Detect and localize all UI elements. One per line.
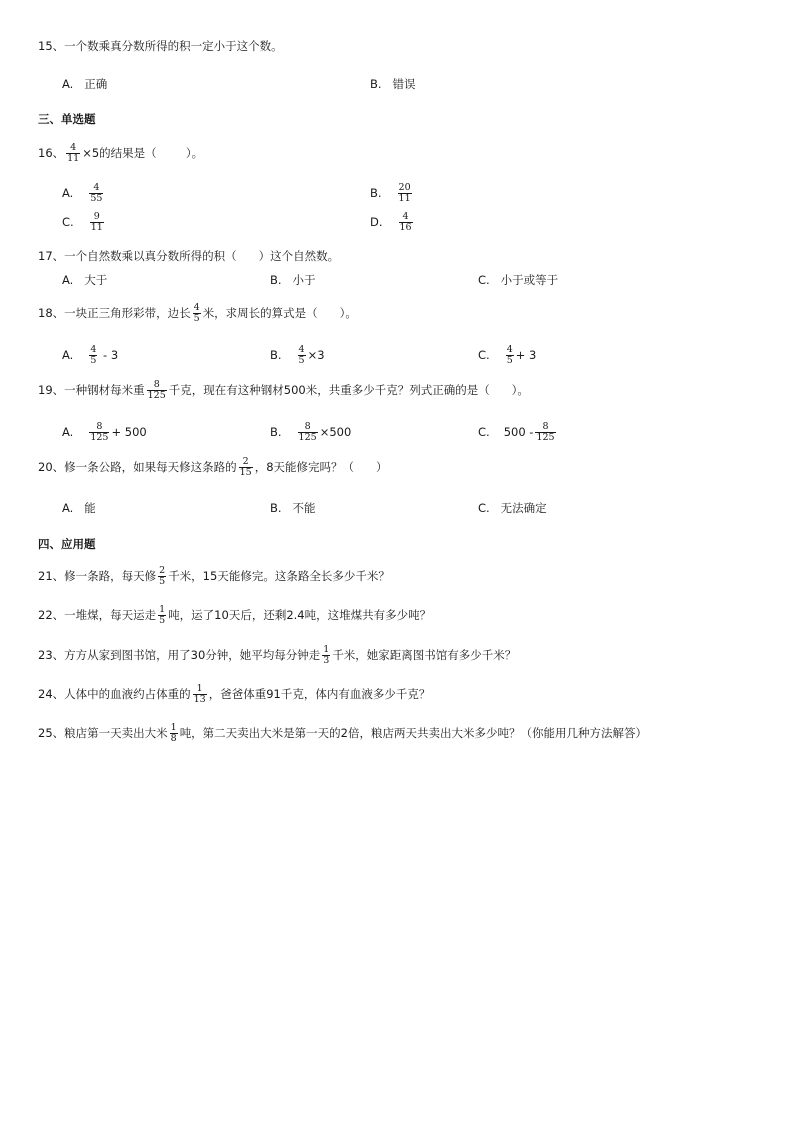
q20-prefix: 20、修一条公路，如果每天修这条路的 — [38, 460, 237, 474]
numerator: 4 — [93, 182, 100, 193]
numerator: 4 — [193, 302, 200, 313]
question-18 — [38, 303, 357, 324]
numerator: 1 — [196, 683, 203, 694]
denominator: 13 — [193, 694, 206, 705]
q19-option-c[interactable] — [478, 422, 558, 443]
option-label: C. — [478, 348, 490, 362]
option-label: C. — [478, 425, 490, 439]
fraction — [239, 457, 253, 478]
option-expression: ×3 — [307, 348, 325, 362]
option-expression: + 500 — [111, 425, 147, 439]
q20-option-b[interactable]: B. 不能 — [270, 501, 316, 515]
fraction — [398, 183, 412, 204]
q18-option-a[interactable] — [62, 345, 118, 366]
question-15: 15、一个数乘真分数所得的积一定小于这个数。 — [38, 39, 283, 53]
question-17: 17、一个自然数乘以真分数所得的积（ ）这个自然数。 — [38, 249, 340, 263]
q19-option-b[interactable] — [270, 422, 351, 443]
q23-suffix: 千米，她家距离图书馆有多少千米？ — [332, 648, 517, 662]
fraction — [193, 684, 207, 705]
q16-option-c[interactable] — [62, 212, 106, 233]
fraction — [90, 212, 104, 233]
q22-suffix: 吨，运了10天后，还剩2.4吨，这堆煤共有多少吨？ — [168, 608, 432, 622]
q20-option-c[interactable]: C. 无法确定 — [478, 501, 547, 515]
q18-option-b[interactable] — [270, 345, 325, 366]
numerator: 8 — [153, 379, 160, 390]
q16-option-b[interactable] — [370, 183, 414, 204]
option-expression: - 3 — [99, 348, 119, 362]
denominator: 5 — [506, 355, 513, 366]
fraction — [89, 345, 97, 366]
q21-suffix: 千米，15天能修完。这条路全长多少千米？ — [168, 569, 390, 583]
fraction — [535, 422, 555, 443]
q17-option-b[interactable]: B. 小于 — [270, 273, 316, 287]
q20-option-a[interactable]: A. 能 — [62, 501, 96, 515]
denominator: 3 — [323, 655, 330, 666]
q19-prefix: 19、一种钢材每米重 — [38, 383, 145, 397]
fraction — [158, 605, 166, 626]
denominator: 5 — [298, 355, 305, 366]
numerator: 9 — [93, 211, 100, 222]
fraction — [399, 212, 413, 233]
numerator: 4 — [506, 344, 513, 355]
question-19 — [38, 380, 529, 401]
denominator: 15 — [239, 467, 252, 478]
option-label: C. — [62, 215, 74, 229]
fraction — [298, 345, 306, 366]
denominator: 125 — [536, 432, 555, 443]
numerator: 4 — [402, 211, 409, 222]
question-21 — [38, 566, 390, 587]
q15-option-a[interactable]: A. 正确 — [62, 77, 108, 91]
q19-suffix: 千克，现在有这种钢材500米，共重多少千克？列式正确的是（ ）。 — [168, 383, 529, 397]
q18-option-c[interactable] — [478, 345, 536, 366]
fraction — [89, 183, 103, 204]
question-24 — [38, 684, 430, 705]
option-label: B. — [370, 186, 382, 200]
denominator: 125 — [90, 432, 109, 443]
denominator: 16 — [399, 222, 412, 233]
q20-suffix: ，8天能修完吗？（ ） — [254, 460, 388, 474]
denominator: 5 — [159, 615, 166, 626]
q17-option-a[interactable]: A. 大于 — [62, 273, 108, 287]
q25-prefix: 25、粮店第一天卖出大米 — [38, 726, 168, 740]
q16-option-a[interactable] — [62, 183, 105, 204]
q18-prefix: 18、一块正三角形彩带，边长 — [38, 306, 191, 320]
numerator: 1 — [323, 644, 330, 655]
q22-prefix: 22、一堆煤，每天运走 — [38, 608, 157, 622]
option-label: A. — [62, 425, 74, 439]
q23-prefix: 23、方方从家到图书馆，用了30分钟，她平均每分钟走 — [38, 648, 321, 662]
denominator: 11 — [90, 222, 103, 233]
q21-prefix: 21、修一条路，每天修 — [38, 569, 157, 583]
numerator: 4 — [90, 344, 97, 355]
denominator: 11 — [398, 193, 411, 204]
denominator: 11 — [67, 153, 80, 164]
denominator: 5 — [90, 355, 97, 366]
question-20 — [38, 457, 387, 478]
q16-option-d[interactable] — [370, 212, 415, 233]
fraction — [193, 303, 201, 324]
q19-option-a[interactable] — [62, 422, 147, 443]
option-expression: ×500 — [319, 425, 352, 439]
denominator: 55 — [90, 193, 103, 204]
option-label: D. — [370, 215, 383, 229]
question-22 — [38, 605, 431, 626]
question-25 — [38, 723, 647, 744]
fraction — [89, 422, 109, 443]
fraction — [147, 380, 167, 401]
fraction — [66, 143, 80, 164]
fraction — [506, 345, 514, 366]
q24-suffix: ，爸爸体重91千克，体内有血液多少千克？ — [208, 687, 431, 701]
numerator: 4 — [70, 142, 77, 153]
option-label: A. — [62, 348, 74, 362]
q15-option-b[interactable]: B. 错误 — [370, 77, 416, 91]
q25-suffix: 吨，第二天卖出大米是第一天的2倍，粮店两天共卖出大米多少吨？（你能用几种方法解答） — [179, 726, 647, 740]
option-expression: + 3 — [515, 348, 537, 362]
fraction — [170, 723, 178, 744]
fraction — [298, 422, 318, 443]
numerator: 8 — [542, 421, 549, 432]
question-16 — [38, 143, 203, 164]
option-label: A. — [62, 186, 74, 200]
fraction — [158, 566, 166, 587]
q24-prefix: 24、人体中的血液约占体重的 — [38, 687, 191, 701]
question-23 — [38, 645, 516, 666]
denominator: 125 — [298, 432, 317, 443]
numerator: 2 — [159, 565, 166, 576]
option-label: B. — [270, 425, 282, 439]
denominator: 5 — [193, 313, 200, 324]
q16-prefix: 16、 — [38, 146, 65, 160]
q17-option-c[interactable]: C. 小于或等于 — [478, 273, 559, 287]
numerator: 1 — [170, 722, 177, 733]
fraction — [322, 645, 330, 666]
numerator: 4 — [298, 344, 305, 355]
option-label: B. — [270, 348, 282, 362]
numerator: 20 — [398, 182, 411, 193]
numerator: 8 — [96, 421, 103, 432]
option-expression: 500 - — [503, 425, 534, 439]
numerator: 2 — [242, 456, 249, 467]
q16-suffix: ×5的结果是（ ）。 — [82, 146, 204, 160]
section-heading-3: 三、单选题 — [38, 112, 96, 126]
section-heading-4: 四、应用题 — [38, 537, 96, 551]
numerator: 8 — [304, 421, 311, 432]
numerator: 1 — [159, 604, 166, 615]
denominator: 125 — [147, 390, 166, 401]
q18-suffix: 米，求周长的算式是（ ）。 — [202, 306, 357, 320]
denominator: 8 — [170, 733, 177, 744]
denominator: 5 — [159, 576, 166, 587]
